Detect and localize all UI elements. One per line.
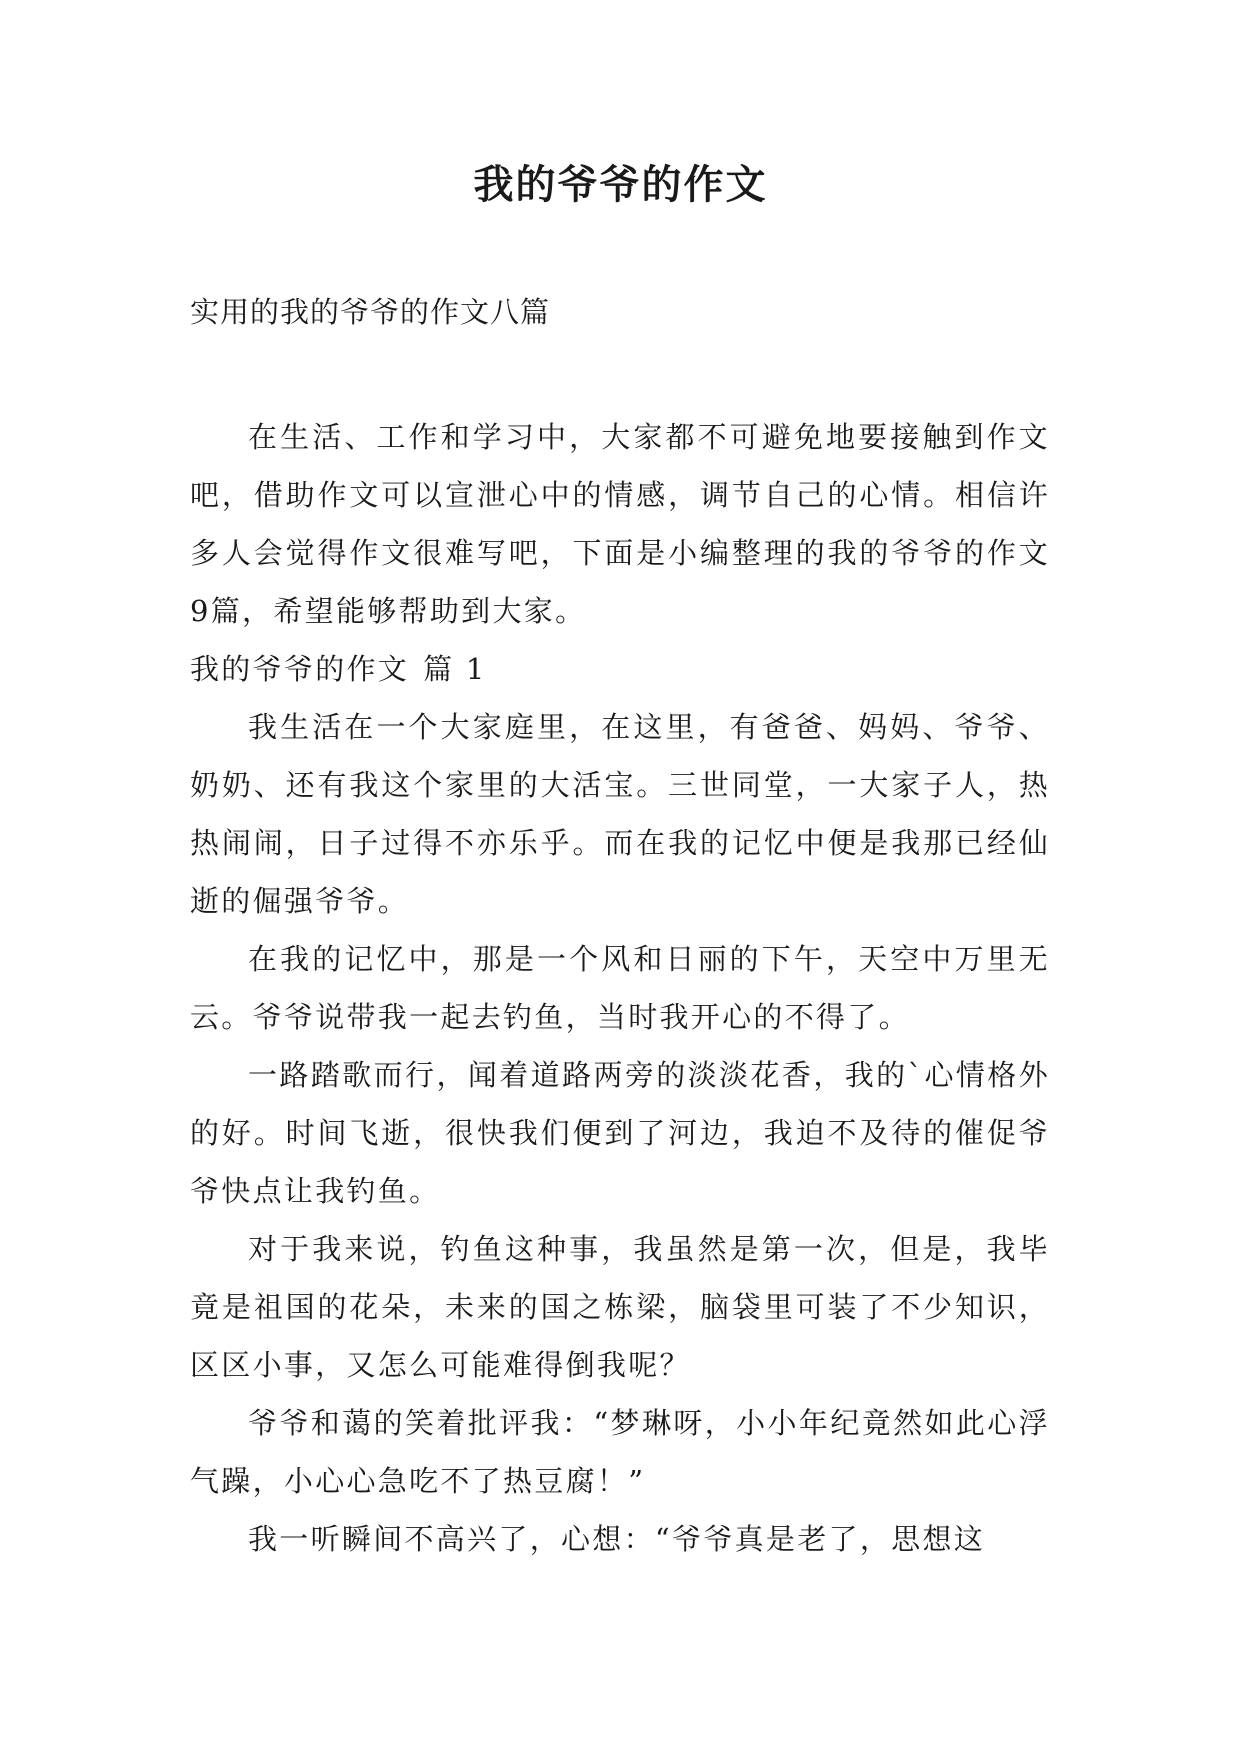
section-heading-text: 我的爷爷的作文 xyxy=(190,652,410,686)
paragraph: 爷爷和蔼的笑着批评我：“梦琳呀，小小年纪竟然如此心浮气躁，小心心急吃不了热豆腐！” xyxy=(190,1406,1050,1498)
paragraph: 在我的记忆中，那是一个风和日丽的下午，天空中万里无云。爷爷说带我一起去钓鱼，当时我开心的不得了。 xyxy=(190,942,1050,1034)
paragraph: 对于我来说，钓鱼这种事，我虽然是第一次，但是，我毕竟是祖国的花朵，未来的国之栋梁，脑袋里可装了不少知识，区区小事，又怎么可能难得倒我呢？ xyxy=(190,1232,1050,1382)
intro-paragraph: 在生活、工作和学习中，大家都不可避免地要接触到作文吧，借助作文可以宣泄心中的情感，调节自己的心情。相信许多人会觉得作文很难写吧，下面是小编整理的我的爷爷的作文9篇，希望能够帮助到大家。 xyxy=(190,420,1050,628)
paragraph: 一路踏歌而行，闻着道路两旁的淡淡花香，我的`心情格外的好。时间飞逝，很快我们便到了河边，我迫不及待的催促爷爷快点让我钓鱼。 xyxy=(190,1058,1050,1208)
section-number: 篇 1 xyxy=(423,652,487,686)
document-body xyxy=(190,408,1050,1568)
paragraph: 我生活在一个大家庭里，在这里，有爸爸、妈妈、爷爷、奶奶、还有我这个家里的大活宝。三世同堂，一大家子人，热热闹闹，日子过得不亦乐乎。而在我的记忆中便是我那已经仙逝的倔强爷爷。 xyxy=(190,710,1050,918)
document-title: 我的爷爷的作文 xyxy=(473,161,768,208)
section-heading xyxy=(190,640,1050,698)
document-subtitle: 实用的我的爷爷的作文八篇 xyxy=(190,295,551,329)
paragraph: 我一听瞬间不高兴了，心想：“爷爷真是老了，思想这 xyxy=(248,1522,986,1556)
